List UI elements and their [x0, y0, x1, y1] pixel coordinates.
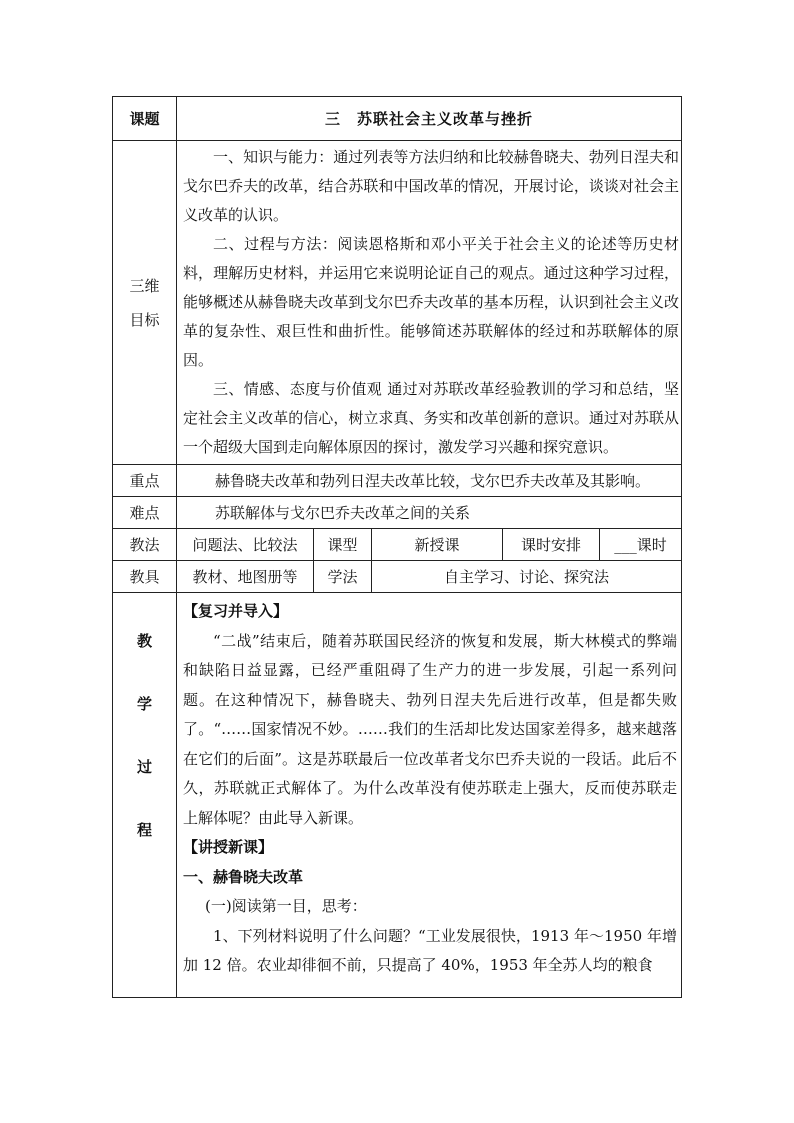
tools-label: 教具	[113, 561, 177, 593]
hours-label: 课时安排	[503, 529, 600, 561]
difficulty-label: 难点	[113, 497, 177, 529]
lesson-type-label: 课型	[314, 529, 372, 561]
topic-label: 课题	[113, 97, 177, 141]
tools-value: 教材、地图册等	[177, 561, 314, 593]
reading-prompt: (一)阅读第一目，思考：	[205, 897, 367, 915]
goal-process: 二、过程与方法：阅读恩格斯和邓小平关于社会主义的论述等历史材料，理解历史材料，并运用它来说明论证自己的观点。通过这种学习过程，能够概述从赫鲁晓夫改革到戈尔巴乔夫改革的基本历程，认识到社会主义改革的复杂性、艰巨性和曲折性。能够简述苏联解体的经过和苏联解体的原因。	[183, 235, 680, 369]
goals-label	[113, 141, 177, 465]
key-row	[113, 465, 682, 497]
hours-value	[600, 529, 682, 561]
goals-label-line1: 三维	[129, 276, 160, 295]
new-lesson-heading: 【讲授新课】	[183, 838, 274, 856]
process-char-2: 学	[136, 695, 152, 713]
tools-row	[113, 561, 682, 593]
process-row	[113, 593, 682, 998]
section-khrushchev: 一、赫鲁晓夫改革	[183, 867, 304, 886]
goals-content	[177, 141, 682, 465]
review-heading: 【复习并导入】	[183, 602, 289, 620]
study-method-label: 学法	[314, 561, 372, 593]
title-row	[113, 97, 682, 141]
process-char-3: 过	[136, 758, 152, 776]
method-value: 问题法、比较法	[177, 529, 314, 561]
question-1: 1、下列材料说明了什么问题？“工业发展很快，1913 年～1950 年增加 12 倍。农业却徘徊不前，只提高了 40%，1953 年全苏人均的粮食	[183, 926, 678, 974]
lesson-title: 三 苏联社会主义改革与挫折	[177, 97, 682, 141]
goals-label-line2: 目标	[129, 310, 160, 329]
process-content	[177, 593, 682, 998]
goals-row	[113, 141, 682, 465]
method-label: 教法	[113, 529, 177, 561]
hours-blank: ___	[614, 535, 637, 554]
lesson-plan-table	[112, 96, 682, 998]
process-char-1: 教	[136, 632, 152, 650]
key-text: 赫鲁晓夫改革和勃列日涅夫改革比较，戈尔巴乔夫改革及其影响。	[177, 465, 682, 497]
key-label: 重点	[113, 465, 177, 497]
goal-values: 三、情感、态度与价值观 通过对苏联改革经验教训的学习和总结，坚定社会主义改革的信心，树立求真、务实和改革创新的意识。通过对苏联从一个超级大国到走向解体原因的探讨，激发学习兴趣和探究意识。	[183, 380, 680, 456]
process-label	[113, 593, 177, 998]
goal-knowledge: 一、知识与能力：通过列表等方法归纳和比较赫鲁晓夫、勃列日涅夫和戈尔巴乔夫的改革，结合苏联和中国改革的情况，开展讨论，谈谈对社会主义改革的认识。	[183, 148, 680, 224]
difficulty-row	[113, 497, 682, 529]
difficulty-text: 苏联解体与戈尔巴乔夫改革之间的关系	[177, 497, 682, 529]
study-method-value: 自主学习、讨论、探究法	[372, 561, 682, 593]
lesson-type-value: 新授课	[372, 529, 503, 561]
process-char-4: 程	[136, 821, 152, 839]
review-text: “二战”结束后，随着苏联国民经济的恢复和发展，斯大林模式的弊端和缺陷日益显露，已经严重阻碍了生产力的进一步发展，引起一系列问题。在这种情况下，赫鲁晓夫、勃列日涅夫先后进行改革，但是都失败了。“……国家情况不妙。……我们的生活却比发达国家差得多，越来越落在它们的后面”。这是苏联最后一位改革者戈尔巴乔夫说的一段话。此后不久，苏联就正式解体了。为什么改革没有使苏联走上强大，反而使苏联走上解体呢？由此导入新课。	[183, 631, 678, 827]
hours-unit: 课时	[636, 535, 667, 554]
method-row	[113, 529, 682, 561]
